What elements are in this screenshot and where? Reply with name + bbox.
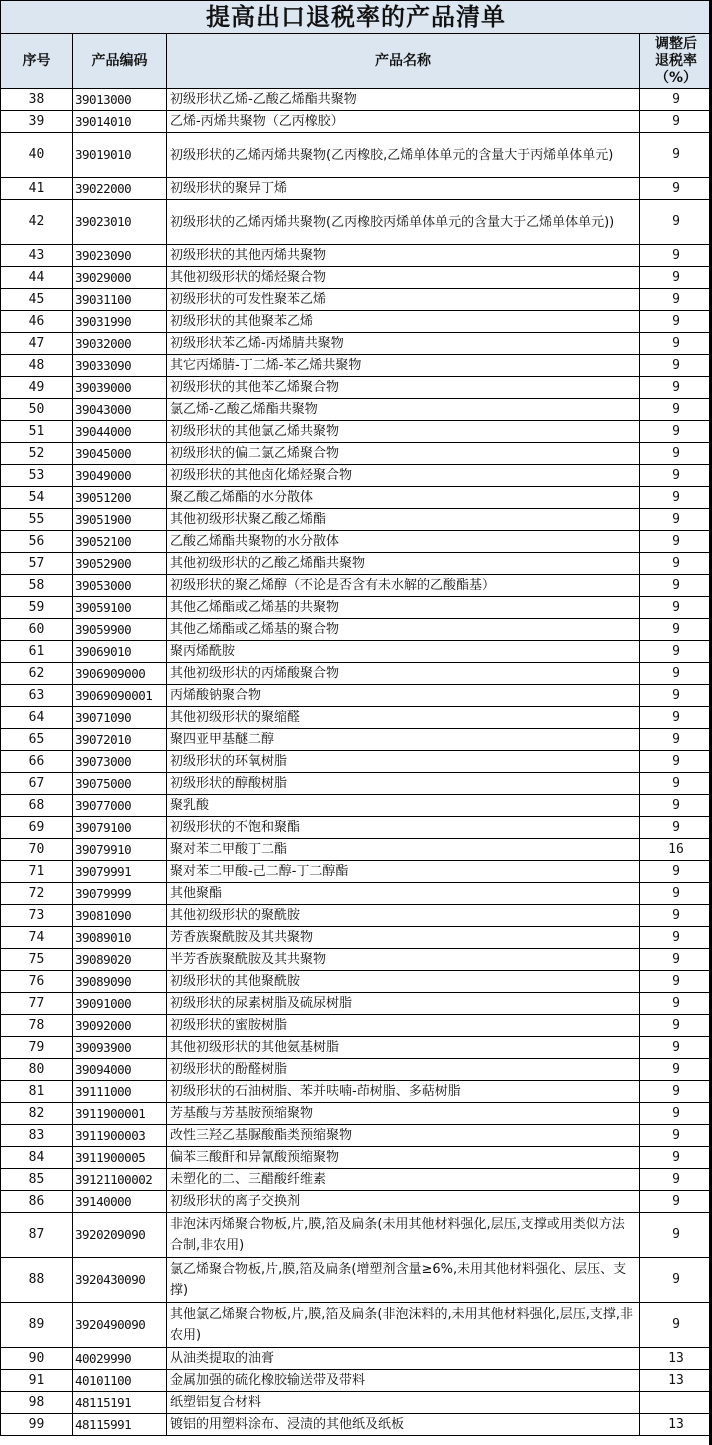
product-name: 初级形状的离子交换剂: [167, 1191, 640, 1213]
row-index: 82: [1, 1103, 73, 1125]
product-code: 40101100: [73, 1370, 167, 1392]
tax-rebate-rate: 9: [640, 421, 712, 443]
product-name: 纸塑铝复合材料: [167, 1392, 640, 1414]
product-code: 39069090001: [73, 685, 167, 707]
row-index: 57: [1, 553, 73, 575]
row-index: 63: [1, 685, 73, 707]
product-name: 半芳香族聚酰胺及其共聚物: [167, 949, 640, 971]
tax-rebate-rate: 9: [640, 1125, 712, 1147]
row-index: 52: [1, 443, 73, 465]
row-index: 71: [1, 861, 73, 883]
row-index: 70: [1, 839, 73, 861]
product-name: 聚乙酸乙烯酯的水分散体: [167, 487, 640, 509]
product-code: 3911900003: [73, 1125, 167, 1147]
product-code: 39111000: [73, 1081, 167, 1103]
tax-rebate-rate: 9: [640, 795, 712, 817]
product-name: 其他氯乙烯聚合物板,片,膜,箔及扁条(非泡沫料的,未用其他材料强化,层压,支撑,非农用): [167, 1303, 640, 1348]
rate-header-line: 调整后: [655, 35, 697, 52]
product-name: 其他初级形状的其他氨基树脂: [167, 1037, 640, 1059]
product-name: 初级形状的偏二氯乙烯聚合物: [167, 443, 640, 465]
product-name: 聚对苯二甲酸丁二酯: [167, 839, 640, 861]
table-row: [1, 883, 712, 905]
product-name: 初级形状的蜜胺树脂: [167, 1015, 640, 1037]
table-row: [1, 377, 712, 399]
product-code: 39079910: [73, 839, 167, 861]
product-code: 39033090: [73, 355, 167, 377]
table-row: [1, 487, 712, 509]
product-name: 氯乙烯-乙酸乙烯酯共聚物: [167, 399, 640, 421]
product-name: 初级形状的醇酸树脂: [167, 773, 640, 795]
product-name: 聚乳酸: [167, 795, 640, 817]
tax-rebate-rate: 9: [640, 1213, 712, 1258]
table-row: [1, 178, 712, 200]
table-row: [1, 1037, 712, 1059]
row-index: 99: [1, 1414, 73, 1436]
product-name: 其他初级形状的丙烯酸聚合物: [167, 663, 640, 685]
table-row: [1, 531, 712, 553]
table-row: [1, 1169, 712, 1191]
tax-rebate-rate: 9: [640, 751, 712, 773]
product-code: 39013000: [73, 89, 167, 111]
row-index: 66: [1, 751, 73, 773]
row-index: 60: [1, 619, 73, 641]
row-index: 58: [1, 575, 73, 597]
product-code: 39052900: [73, 553, 167, 575]
row-index: 50: [1, 399, 73, 421]
tax-rebate-rate: 9: [640, 487, 712, 509]
product-code: 39140000: [73, 1191, 167, 1213]
table-row: [1, 1147, 712, 1169]
tax-rebate-rate: 9: [640, 1059, 712, 1081]
product-name: 初级形状的其他聚酰胺: [167, 971, 640, 993]
row-index: 80: [1, 1059, 73, 1081]
product-code: 39077000: [73, 795, 167, 817]
table-row: [1, 1370, 712, 1392]
column-header-rate: [640, 34, 712, 89]
table-row: [1, 729, 712, 751]
product-code: 3906909000: [73, 663, 167, 685]
product-name: 初级形状的聚异丁烯: [167, 178, 640, 200]
table-row: [1, 553, 712, 575]
table-row: [1, 1258, 712, 1303]
product-code: 39081090: [73, 905, 167, 927]
table-row: [1, 1059, 712, 1081]
product-name: 丙烯酸钠聚合物: [167, 685, 640, 707]
product-code: 39031100: [73, 289, 167, 311]
product-code: 39045000: [73, 443, 167, 465]
tax-rebate-rate: 9: [640, 377, 712, 399]
tax-rebate-rate: 9: [640, 399, 712, 421]
table-row: [1, 509, 712, 531]
product-code: 39075000: [73, 773, 167, 795]
tax-rebate-rate: 9: [640, 861, 712, 883]
product-code: 39059900: [73, 619, 167, 641]
product-name: 初级形状的环氧树脂: [167, 751, 640, 773]
row-index: 78: [1, 1015, 73, 1037]
product-name: 聚四亚甲基醚二醇: [167, 729, 640, 751]
product-name: 未塑化的二、三醋酸纤维素: [167, 1169, 640, 1191]
product-name: 初级形状乙烯-乙酸乙烯酯共聚物: [167, 89, 640, 111]
row-index: 79: [1, 1037, 73, 1059]
product-name: 初级形状的乙烯丙烯共聚物(乙丙橡胶丙烯单体单元的含量大于乙烯单体单元)): [167, 200, 640, 245]
row-index: 77: [1, 993, 73, 1015]
product-code: 39051900: [73, 509, 167, 531]
row-index: 43: [1, 245, 73, 267]
row-index: 44: [1, 267, 73, 289]
row-index: 40: [1, 133, 73, 178]
tax-rebate-rate: 13: [640, 1348, 712, 1370]
row-index: 91: [1, 1370, 73, 1392]
tax-rebate-rate: 9: [640, 355, 712, 377]
row-index: 73: [1, 905, 73, 927]
product-code: 39049000: [73, 465, 167, 487]
table-row: [1, 795, 712, 817]
product-name: 聚对苯二甲酸-己二醇-丁二醇酯: [167, 861, 640, 883]
product-code: 39051200: [73, 487, 167, 509]
product-name: 初级形状的可发性聚苯乙烯: [167, 289, 640, 311]
product-code: 39069010: [73, 641, 167, 663]
table-row: [1, 971, 712, 993]
table-row: [1, 641, 712, 663]
product-name: 初级形状的尿素树脂及硫尿树脂: [167, 993, 640, 1015]
table-row: [1, 861, 712, 883]
product-code: 39121100002: [73, 1169, 167, 1191]
product-code: 3920209090: [73, 1213, 167, 1258]
row-index: 90: [1, 1348, 73, 1370]
product-code: 39079100: [73, 817, 167, 839]
product-code: 39089010: [73, 927, 167, 949]
product-name: 其他初级形状的烯烃聚合物: [167, 267, 640, 289]
product-name: 聚丙烯酰胺: [167, 641, 640, 663]
tax-rebate-rate: [640, 1392, 712, 1414]
product-name: 初级形状的石油树脂、苯并呋喃-茚树脂、多萜树脂: [167, 1081, 640, 1103]
tax-rebate-rate: 9: [640, 971, 712, 993]
product-code: 39093900: [73, 1037, 167, 1059]
table-body: [1, 89, 712, 1436]
row-index: 85: [1, 1169, 73, 1191]
product-code: 39072010: [73, 729, 167, 751]
table-row: [1, 707, 712, 729]
tax-rebate-rate: 9: [640, 817, 712, 839]
tax-rebate-rate: 9: [640, 883, 712, 905]
row-index: 61: [1, 641, 73, 663]
row-index: 75: [1, 949, 73, 971]
tax-rebate-rate: 9: [640, 553, 712, 575]
table-row: [1, 245, 712, 267]
tax-rebate-rate: 9: [640, 1303, 712, 1348]
product-code: 39023010: [73, 200, 167, 245]
table-row: [1, 685, 712, 707]
tax-rebate-rate: 9: [640, 619, 712, 641]
product-code: 39039000: [73, 377, 167, 399]
tax-rebate-rate: 9: [640, 597, 712, 619]
row-index: 64: [1, 707, 73, 729]
row-index: 69: [1, 817, 73, 839]
product-name: 其他初级形状的乙酸乙烯酯共聚物: [167, 553, 640, 575]
row-index: 59: [1, 597, 73, 619]
tax-rebate-rate: 9: [640, 245, 712, 267]
product-code: 39094000: [73, 1059, 167, 1081]
row-index: 87: [1, 1213, 73, 1258]
row-index: 45: [1, 289, 73, 311]
tax-rebate-rate: 9: [640, 1015, 712, 1037]
product-name: 初级形状的聚乙烯醇（不论是否含有未水解的乙酸酯基）: [167, 575, 640, 597]
product-name: 初级形状的其他氯乙烯共聚物: [167, 421, 640, 443]
tax-rebate-rate: 9: [640, 200, 712, 245]
tax-rebate-rate: 9: [640, 1103, 712, 1125]
row-index: 54: [1, 487, 73, 509]
tax-rebate-rate: 9: [640, 289, 712, 311]
column-header-name: 产品名称: [167, 34, 640, 89]
row-index: 38: [1, 89, 73, 111]
row-index: 49: [1, 377, 73, 399]
table-row: [1, 311, 712, 333]
product-name: 初级形状的不饱和聚酯: [167, 817, 640, 839]
product-code: 39089020: [73, 949, 167, 971]
product-table: [0, 33, 712, 1436]
table-row: [1, 421, 712, 443]
table-row: [1, 465, 712, 487]
product-name: 初级形状的酚醛树脂: [167, 1059, 640, 1081]
header-row: [1, 34, 712, 89]
product-code: 39059100: [73, 597, 167, 619]
product-name: 初级形状的其他丙烯共聚物: [167, 245, 640, 267]
tax-rebate-rate: 9: [640, 111, 712, 133]
table-row: [1, 399, 712, 421]
table-row: [1, 1392, 712, 1414]
product-code: 40029990: [73, 1348, 167, 1370]
table-row: [1, 111, 712, 133]
product-name: 镀铝的用塑料涂布、浸渍的其他纸及纸板: [167, 1414, 640, 1436]
tax-rebate-rate: 9: [640, 641, 712, 663]
row-index: 81: [1, 1081, 73, 1103]
product-name: 芳基酸与芳基胺预缩聚物: [167, 1103, 640, 1125]
table-row: [1, 289, 712, 311]
product-code: 39032000: [73, 333, 167, 355]
product-code: 39089090: [73, 971, 167, 993]
table-row: [1, 619, 712, 641]
row-index: 76: [1, 971, 73, 993]
table-row: [1, 817, 712, 839]
row-index: 51: [1, 421, 73, 443]
tax-rebate-rate: 9: [640, 949, 712, 971]
row-index: 48: [1, 355, 73, 377]
row-index: 74: [1, 927, 73, 949]
product-name: 从油类提取的油膏: [167, 1348, 640, 1370]
tax-rebate-rate: 9: [640, 1081, 712, 1103]
table-row: [1, 597, 712, 619]
tax-rebate-rate: 9: [640, 311, 712, 333]
row-index: 56: [1, 531, 73, 553]
product-code: 39023090: [73, 245, 167, 267]
product-code: 39052100: [73, 531, 167, 553]
row-index: 65: [1, 729, 73, 751]
table-row: [1, 1125, 712, 1147]
row-index: 98: [1, 1392, 73, 1414]
product-code: 39019010: [73, 133, 167, 178]
tax-rebate-rate: 9: [640, 729, 712, 751]
tax-rebate-rate: 9: [640, 178, 712, 200]
document-title: 提高出口退税率的产品清单: [0, 0, 712, 33]
product-code: 48115991: [73, 1414, 167, 1436]
tax-rebate-rate: 9: [640, 1258, 712, 1303]
tax-rebate-rate: 9: [640, 1037, 712, 1059]
product-code: 39014010: [73, 111, 167, 133]
product-code: 3911900001: [73, 1103, 167, 1125]
tax-rebate-rate: 9: [640, 133, 712, 178]
row-index: 83: [1, 1125, 73, 1147]
product-code: 48115191: [73, 1392, 167, 1414]
product-code: 39044000: [73, 421, 167, 443]
product-name: 其他聚酯: [167, 883, 640, 905]
product-code: 39053000: [73, 575, 167, 597]
product-name: 芳香族聚酰胺及其共聚物: [167, 927, 640, 949]
row-index: 89: [1, 1303, 73, 1348]
table-row: [1, 443, 712, 465]
table-row: [1, 905, 712, 927]
tax-rebate-rate: 13: [640, 1370, 712, 1392]
product-name: 乙酸乙烯酯共聚物的水分散体: [167, 531, 640, 553]
column-header-code: 产品编码: [73, 34, 167, 89]
product-code: 39079999: [73, 883, 167, 905]
tax-rebate-rate: 9: [640, 531, 712, 553]
tax-rebate-rate: 9: [640, 1147, 712, 1169]
tax-rebate-rate: 9: [640, 1191, 712, 1213]
tax-rebate-rate: 9: [640, 509, 712, 531]
table-row: [1, 949, 712, 971]
product-name: 其他初级形状的聚缩醛: [167, 707, 640, 729]
tax-rebate-rate: 9: [640, 905, 712, 927]
product-code: 3911900005: [73, 1147, 167, 1169]
tax-rebate-rate: 9: [640, 465, 712, 487]
tax-rebate-rate: 9: [640, 333, 712, 355]
product-code: 39029000: [73, 267, 167, 289]
table-row: [1, 839, 712, 861]
product-name: 初级形状的其他苯乙烯聚合物: [167, 377, 640, 399]
row-index: 47: [1, 333, 73, 355]
product-name: 偏苯三酸酐和异氰酸预缩聚物: [167, 1147, 640, 1169]
product-name: 初级形状的乙烯丙烯共聚物(乙丙橡胶,乙烯单体单元的含量大于丙烯单体单元): [167, 133, 640, 178]
table-row: [1, 1103, 712, 1125]
table-row: [1, 575, 712, 597]
table-row: [1, 1015, 712, 1037]
row-index: 67: [1, 773, 73, 795]
row-index: 46: [1, 311, 73, 333]
table-row: [1, 1303, 712, 1348]
product-name: 非泡沫丙烯聚合物板,片,膜,箔及扁条(未用其他材料强化,层压,支撑或用类似方法合制,非农用): [167, 1213, 640, 1258]
row-index: 84: [1, 1147, 73, 1169]
product-code: 39091000: [73, 993, 167, 1015]
table-row: [1, 355, 712, 377]
product-name: 改性三羟乙基脲酸酯类预缩聚物: [167, 1125, 640, 1147]
table-row: [1, 993, 712, 1015]
tax-rebate-rate: 9: [640, 267, 712, 289]
row-index: 41: [1, 178, 73, 200]
row-index: 55: [1, 509, 73, 531]
table-row: [1, 663, 712, 685]
row-index: 72: [1, 883, 73, 905]
product-code: 39073000: [73, 751, 167, 773]
table-row: [1, 1213, 712, 1258]
product-code: 39071090: [73, 707, 167, 729]
product-name: 初级形状的其他卤化烯烃聚合物: [167, 465, 640, 487]
column-header-index: 序号: [1, 34, 73, 89]
tax-rebate-rate: 9: [640, 707, 712, 729]
tax-rebate-rate: 9: [640, 685, 712, 707]
row-index: 88: [1, 1258, 73, 1303]
table-row: [1, 751, 712, 773]
tax-rebate-rate: 9: [640, 773, 712, 795]
product-name: 氯乙烯聚合物板,片,膜,箔及扁条(增塑剂含量≥6%,未用其他材料强化、层压、支撑): [167, 1258, 640, 1303]
product-name: 初级形状的其他聚苯乙烯: [167, 311, 640, 333]
row-index: 68: [1, 795, 73, 817]
tax-rebate-rate: 9: [640, 1169, 712, 1191]
product-code: 39022000: [73, 178, 167, 200]
rate-header-line: 退税率: [655, 52, 697, 69]
product-name: 其它丙烯腈-丁二烯-苯乙烯共聚物: [167, 355, 640, 377]
table-row: [1, 773, 712, 795]
product-name: 其他乙烯酯或乙烯基的聚合物: [167, 619, 640, 641]
product-code: 39079991: [73, 861, 167, 883]
table-row: [1, 267, 712, 289]
tax-rebate-rate: 9: [640, 663, 712, 685]
table-row: [1, 133, 712, 178]
table-row: [1, 89, 712, 111]
product-code: 39031990: [73, 311, 167, 333]
product-code: 3920490090: [73, 1303, 167, 1348]
product-code: 3920430090: [73, 1258, 167, 1303]
tax-rebate-rate: 9: [640, 443, 712, 465]
table-row: [1, 1081, 712, 1103]
tax-rebate-rate: 9: [640, 993, 712, 1015]
product-name: 金属加强的硫化橡胶输送带及带料: [167, 1370, 640, 1392]
row-index: 53: [1, 465, 73, 487]
table-row: [1, 200, 712, 245]
tax-rebate-rate: 16: [640, 839, 712, 861]
table-row: [1, 1348, 712, 1370]
tax-rebate-rate: 9: [640, 927, 712, 949]
rate-header-line: （%）: [654, 69, 698, 86]
row-index: 39: [1, 111, 73, 133]
product-name: 其他乙烯酯或乙烯基的共聚物: [167, 597, 640, 619]
product-name: 初级形状苯乙烯-丙烯腈共聚物: [167, 333, 640, 355]
row-index: 62: [1, 663, 73, 685]
product-name: 其他初级形状聚乙酸乙烯酯: [167, 509, 640, 531]
table-row: [1, 333, 712, 355]
product-code: 39092000: [73, 1015, 167, 1037]
row-index: 86: [1, 1191, 73, 1213]
row-index: 42: [1, 200, 73, 245]
table-row: [1, 927, 712, 949]
table-row: [1, 1191, 712, 1213]
table-row: [1, 1414, 712, 1436]
product-code: 39043000: [73, 399, 167, 421]
product-name: 其他初级形状的聚酰胺: [167, 905, 640, 927]
tax-rebate-rate: 9: [640, 575, 712, 597]
tax-rebate-rate: 9: [640, 89, 712, 111]
tax-rebate-rate: 13: [640, 1414, 712, 1436]
product-name: 乙烯-丙烯共聚物（乙丙橡胶）: [167, 111, 640, 133]
